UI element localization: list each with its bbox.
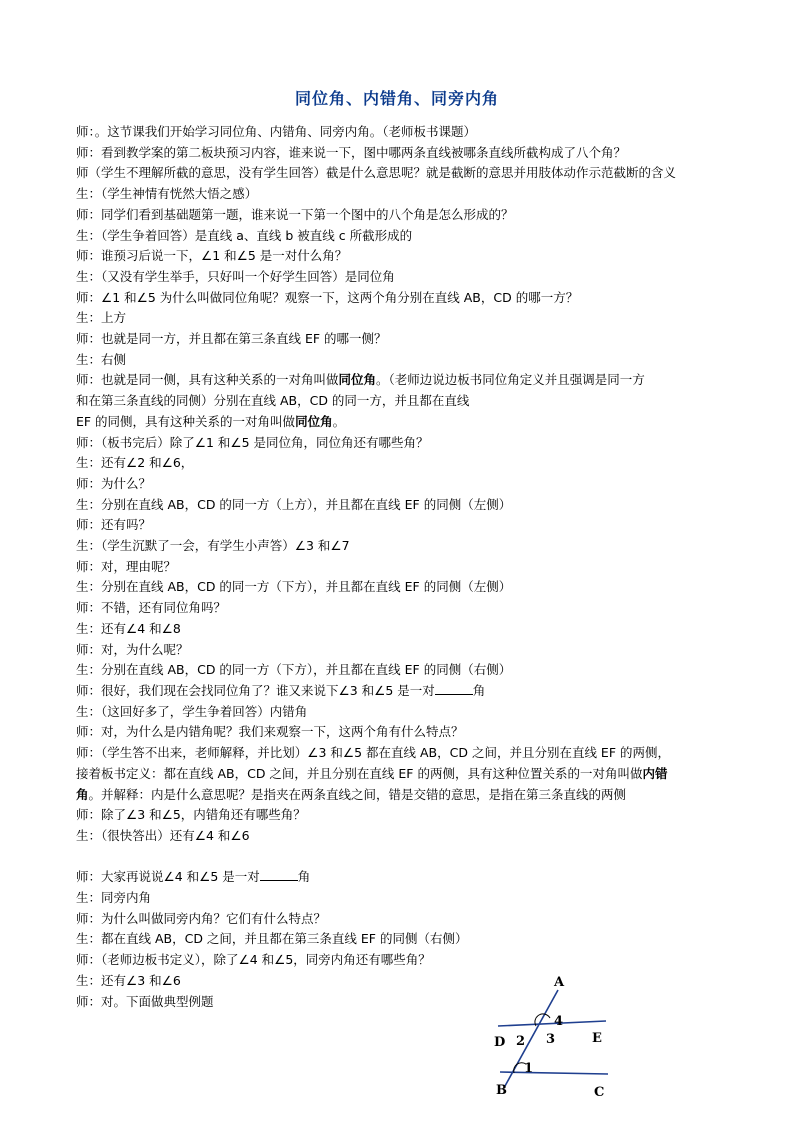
text-line: 师：∠1 和∠5 为什么叫做同位角呢？观察一下，这两个角分别在直线 AB，CD 的哪一方？ [76,289,579,305]
text-line: 生：（很快答出）还有∠4 和∠6 [76,827,250,843]
label-A: A [554,975,565,990]
text-line: 师：大家再说说∠4 和∠5 是一对 角 [76,869,311,885]
term-tongweijiao: 同位角 [295,413,333,429]
text-line: 生：上方 [76,310,127,326]
term-tongweijiao: 同位角 [338,372,377,388]
text-line: 生：还有∠3 和∠6 [76,972,181,988]
answer-blank [435,682,473,695]
text-line: 生：同旁内角 [76,890,152,905]
text-line: 生：（学生神情有恍然大悟之感） [76,186,258,202]
text-line: EF 的同侧，具有这种关系的一对角叫做同位角。 [76,413,346,429]
text-line: 生：（这回好多了，学生争着回答）内错角 [76,703,308,719]
label-C: C [594,1085,605,1100]
text-line: 师：看到教学案的第二板块预习内容，谁来说一下，图中哪两条直线被哪条直线所截构成了八个角？ [76,144,627,160]
label-angle-1: 1 [524,1061,534,1076]
text-line: 师：还有吗？ [76,517,152,533]
label-D: D [494,1035,506,1050]
label-angle-4: 4 [554,1014,564,1029]
line-top [498,1021,606,1026]
text-line: 生：分别在直线 AB，CD 的同一方（下方），并且都在直线 EF 的同侧（右侧） [76,662,512,678]
text-line: 师：（老师边板书定义），除了∠4 和∠5，同旁内角还有哪些角？ [76,952,431,968]
text-line: 生：分别在直线 AB，CD 的同一方（上方），并且都在直线 EF 的同侧（左侧） [76,496,512,512]
text-line: 师：对。下面做典型例题 [76,993,214,1009]
text-line: 角。并解释：内是什么意思呢？是指夹在两条直线之间，错是交错的意思，是指在第三条直线的两侧 [76,786,627,802]
text-line: 生：右侧 [76,351,127,367]
dialogue-body [76,122,726,1012]
line-bottom [500,1072,608,1074]
text-line: 生：（学生沉默了一会，有学生小声答）∠3 和∠7 [76,538,350,554]
text-line: 生：分别在直线 AB，CD 的同一方（下方），并且都在直线 EF 的同侧（左侧） [76,579,512,595]
label-angle-3: 3 [546,1032,556,1047]
text-line: 师：为什么？ [76,475,152,491]
text-line: 和在第三条直线的同侧）分别在直线 AB，CD 的同一方，并且都在直线 [76,393,470,409]
angle-diagram [488,968,628,1102]
text-line: 师：很好，我们现在会找同位角了？谁又来说下∠3 和∠5 是一对 角 [76,682,486,698]
text-line: 师：为什么叫做同旁内角？它们有什么特点？ [76,910,327,926]
text-line: 师：谁预习后说一下，∠1 和∠5 是一对什么角？ [76,248,348,264]
label-angle-2: 2 [516,1034,526,1049]
text-line: 师（学生不理解所截的意思，没有学生回答）截是什么意思呢？就是截断的意思并用肢体动作示范截断的含义 [76,165,677,181]
text-line: 生：（学生争着回答）是直线 a、直线 b 被直线 c 所截形成的 [76,227,413,243]
text-line: 生：还有∠4 和∠8 [76,620,181,636]
answer-blank [260,868,298,881]
text-line: 师：。这节课我们开始学习同位角、内错角、同旁内角。（老师板书课题） [76,124,477,139]
label-B: B [496,1083,507,1098]
text-line: 生：（又没有学生举手，只好叫一个好学生回答）是同位角 [76,268,395,284]
label-E: E [592,1031,602,1046]
text-line: 师：对，理由呢？ [76,558,177,574]
text-line: 师：除了∠3 和∠5，内错角还有哪些角？ [76,807,306,823]
text-line: 师：（学生答不出来，老师解释，并比划）∠3 和∠5 都在直线 AB，CD 之间，并且分别在直线 EF 的两侧， [76,745,670,761]
text-line: 师：也就是同一侧，具有这种关系的一对角叫做同位角。（老师边说边板书同位角定义并且强调是同一方 [76,372,645,388]
text-line: 师：同学们看到基础题第一题，谁来说一下第一个图中的八个角是怎么形成的？ [76,206,514,222]
text-line: 师：也就是同一方，并且都在第三条直线 EF 的哪一侧？ [76,331,387,347]
text-line: 师：对，为什么呢？ [76,641,189,657]
text-line: 接着板书定义：都在直线 AB，CD 之间，并且分别在直线 EF 的两侧，具有这种位置关系的一对角叫做内错 [76,765,668,781]
text-line: 师：（板书完后）除了∠1 和∠5 是同位角，同位角还有哪些角？ [76,434,429,450]
text-line: 生：还有∠2 和∠6， [76,455,194,471]
term-jiao: 角 [76,786,89,802]
text-line: 师：不错，还有同位角吗？ [76,600,227,616]
term-neicuo: 内错 [642,765,668,781]
text-line: 师：对，为什么是内错角呢？我们来观察一下，这两个角有什么特点？ [76,724,464,740]
text-line: 生：都在直线 AB，CD 之间，并且都在第三条直线 EF 的同侧（右侧） [76,931,468,947]
page-title: 同位角、内错角、同旁内角 [294,89,499,108]
